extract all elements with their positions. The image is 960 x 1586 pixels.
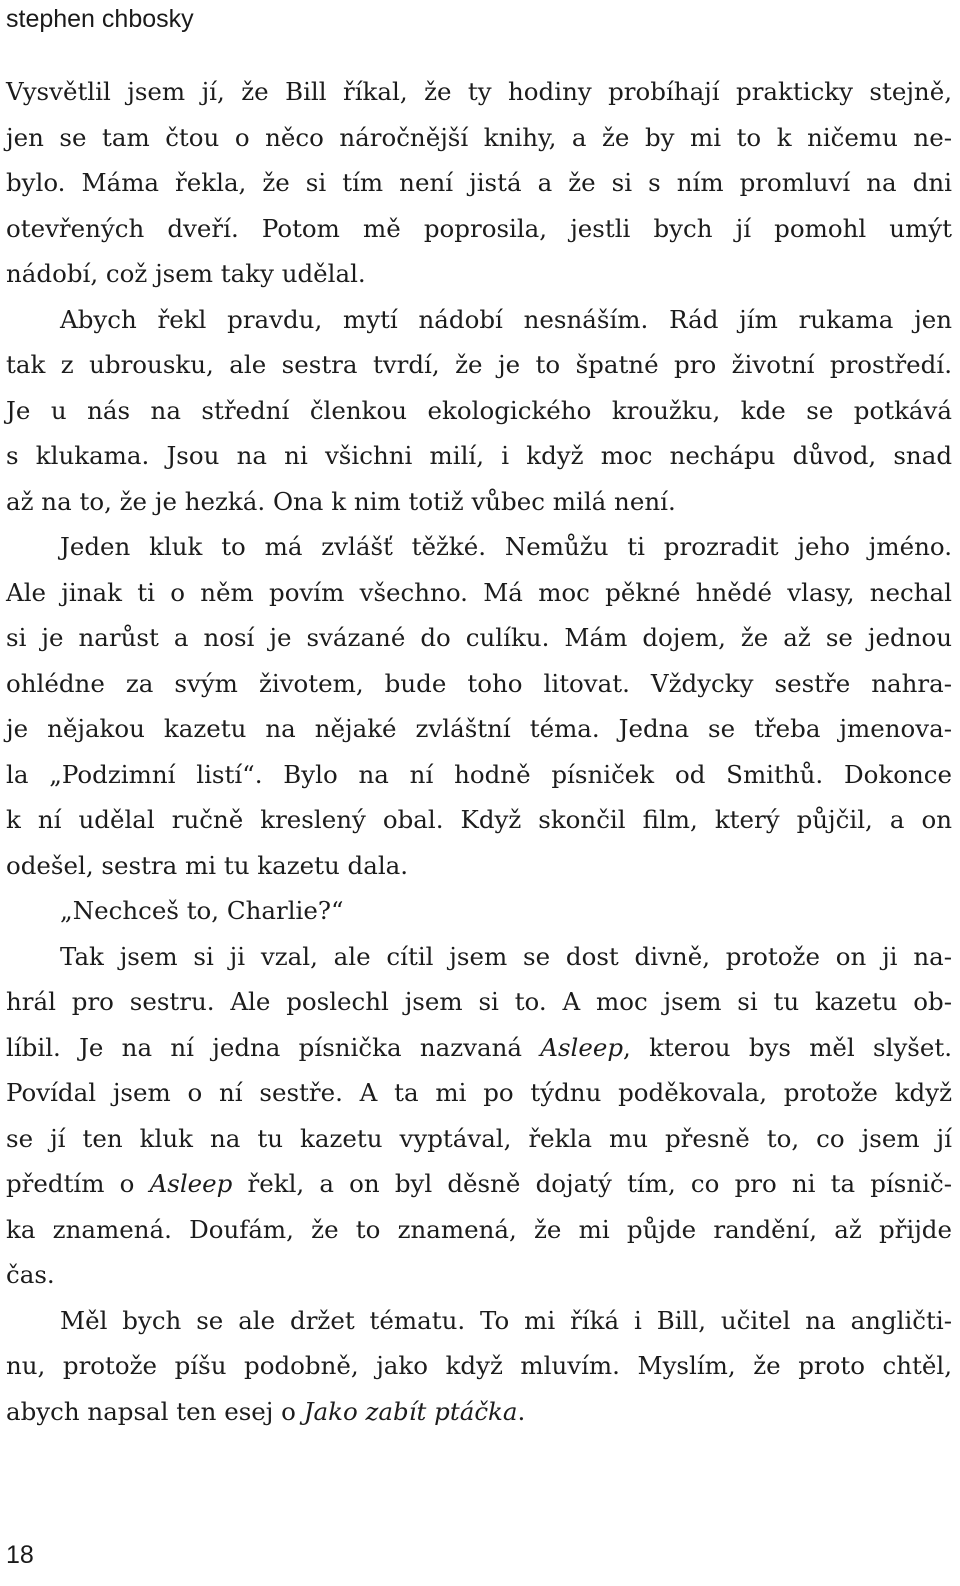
book-title: Jako zabít ptáčka bbox=[303, 1396, 518, 1426]
text-line: Ale jinak ti o něm povím všechno. Má moc pěkné hnědé vlasy, nechal bbox=[6, 577, 952, 607]
text-line: bylo. Máma řekla, že si tím není jistá a že si s ním promluví na dni bbox=[6, 168, 952, 197]
text-run: předtím o bbox=[6, 1169, 150, 1198]
body-text bbox=[6, 69, 952, 1434]
text-line: ka znamená. Doufám, že to znamená, že mi půjde randění, až přijde bbox=[6, 1214, 952, 1244]
text-line: Jeden kluk to má zvlášť těžké. Nemůžu ti prozradit jeho jméno. bbox=[60, 532, 952, 561]
text-line: jen se tam čtou o něco náročnější knihy, a že by mi to k ničemu ne- bbox=[6, 122, 952, 152]
running-head: stephen chbosky bbox=[6, 5, 194, 33]
text-line: čas. bbox=[6, 1260, 55, 1289]
text-run: řekl, a on byl děsně dojatý tím, co pro ni ta písnič- bbox=[232, 1169, 952, 1198]
text-line: nádobí, což jsem taky udělal. bbox=[6, 259, 366, 288]
text-line bbox=[6, 1389, 952, 1435]
text-line: Abych řekl pravdu, mytí nádobí nesnáším. Rád jím rukama jen bbox=[60, 304, 952, 334]
text-run: líbil. Je na ní jedna písnička nazvaná bbox=[6, 1032, 541, 1062]
text-line: Povídal jsem o ní sestře. A ta mi po týdnu poděkovala, protože když bbox=[6, 1078, 952, 1107]
text-line: Tak jsem si ji vzal, ale cítil jsem se dost divně, protože on ji na- bbox=[60, 941, 952, 971]
text-line: Měl bych se ale držet tématu. To mi říká i Bill, učitel na angličti- bbox=[60, 1305, 952, 1335]
text-line: až na to, že je hezká. Ona k nim totiž vůbec milá není. bbox=[6, 486, 676, 516]
text-line: la „Podzimní listí“. Bylo na ní hodně písniček od Smithů. Dokonce bbox=[6, 759, 952, 789]
text-line: se jí ten kluk na tu kazetu vyptával, řekla mu přesně to, co jsem jí bbox=[6, 1123, 952, 1153]
text-line: nu, protože píšu podobně, jako když mluvím. Myslím, že proto chtěl, bbox=[6, 1351, 952, 1380]
text-line bbox=[6, 1025, 952, 1071]
text-run: . bbox=[517, 1396, 526, 1426]
text-line: odešel, sestra mi tu kazetu dala. bbox=[6, 850, 409, 880]
text-line: ohlédne za svým životem, bude toho litovat. Vždycky sestře nahra- bbox=[6, 668, 952, 698]
page-number: 18 bbox=[6, 1541, 34, 1569]
text-run: , kterou bys měl slyšet. bbox=[623, 1032, 952, 1062]
text-line: je nějakou kazetu na nějaké zvláštní téma. Jedna se třeba jmenova- bbox=[6, 714, 952, 743]
text-line: tak z ubrousku, ale sestra tvrdí, že je to špatné pro životní prostředí. bbox=[6, 350, 952, 379]
text-line: Je u nás na střední členkou ekologického kroužku, kde se potkává bbox=[6, 395, 952, 425]
text-line: s klukama. Jsou na ni všichni milí, i když moc nechápu důvod, snad bbox=[6, 441, 952, 470]
text-line: hrál pro sestru. Ale poslechl jsem si to. A moc jsem si tu kazetu ob- bbox=[6, 987, 952, 1016]
song-title: Asleep bbox=[540, 1032, 624, 1062]
text-line: k ní udělal ručně kreslený obal. Když skončil film, který půjčil, a on bbox=[6, 805, 952, 834]
text-run: abych napsal ten esej o bbox=[6, 1396, 304, 1426]
text-line bbox=[6, 1161, 952, 1207]
song-title: Asleep bbox=[149, 1169, 233, 1198]
text-line: Vysvětlil jsem jí, že Bill říkal, že ty hodiny probíhají prakticky stejně, bbox=[6, 77, 952, 106]
text-line: otevřených dveří. Potom mě poprosila, jestli bych jí pomohl umýt bbox=[6, 213, 952, 243]
text-line: si je narůst a nosí je svázané do culíku. Mám dojem, že až se jednou bbox=[6, 623, 952, 652]
text-line: „Nechceš to, Charlie?“ bbox=[60, 896, 344, 925]
